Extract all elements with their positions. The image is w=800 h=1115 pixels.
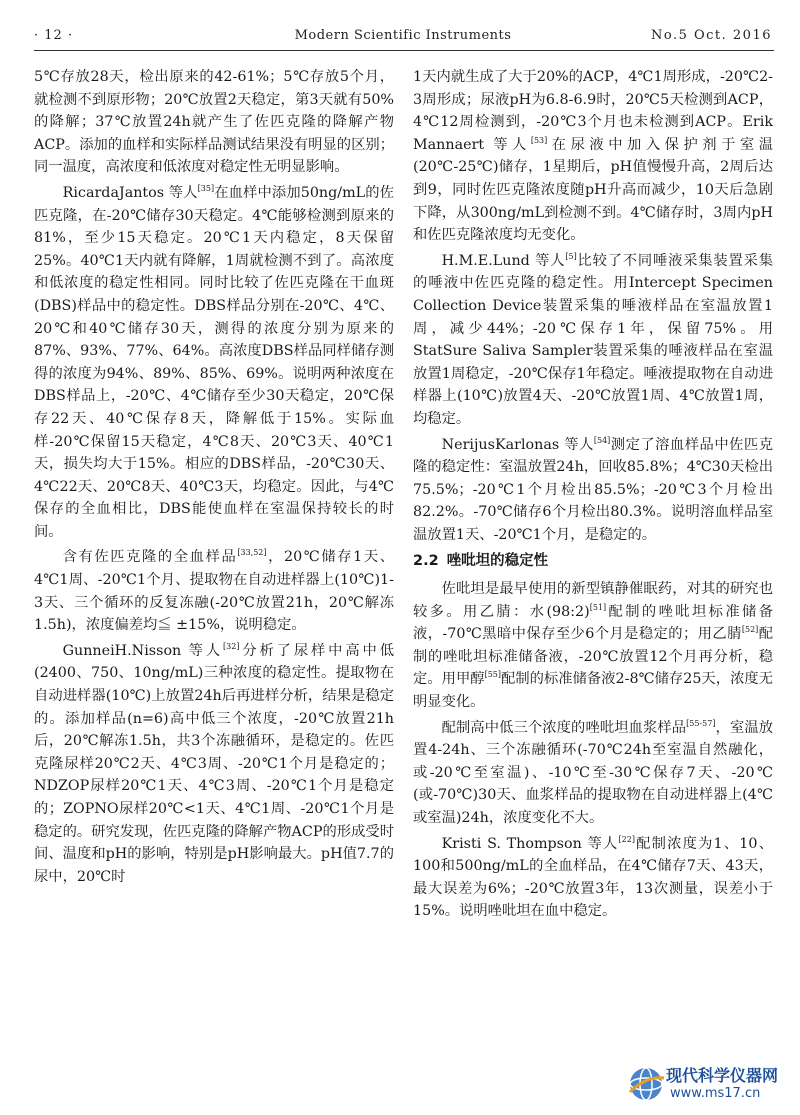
paragraph: 1天内就生成了大于20%的ACP，4℃1周形成，-20℃2-3周形成；尿液pH为6.8-6.9时，20℃5天检测到ACP，4℃12周检测到，-20℃3个月也未检测到ACP。Erik Mannaert 等人[53]在尿液中加入保护剂于室温(20℃-25℃)储存，1星期后，pH值慢慢升高，2周后达到9，同时佐匹克隆浓度随pH升高而减少，10天后急剧下降，从300ng/mL到检测不到。4℃储存时，3周内pH和佐匹克隆浓度均无变化。 [413, 69, 773, 244]
paragraph: H.M.E.Lund 等人[5]比较了不同唾液采集装置采集的唾液中佐匹克隆的稳定性。用Intercept Specimen Collection Device装置采集的唾液样品在室温放置1周，减少44%；-20℃保存1年，保留75%。用StatSure Saliva Sampler装置采集的唾液样品在室温放置1周稳定，-20℃保存1年稳定。唾液提取物在自动进样器上(10℃)放置4天、-20℃放置1周、4℃放置1周，均稳定。 [413, 251, 773, 427]
citation: [53] [530, 135, 548, 145]
paragraph: GunneiH.Nisson 等人[32]分析了尿样中高中低(2400、750、10ng/mL)三种浓度的稳定性。提取物在自动进样器(10℃)上放置24h后再进样分析，结果是稳定的。添加样品(n=6)高中低三个浓度，-20℃放置21h后，20℃解冻1.5h，共3个冻融循环，是稳定的。佐匹克隆尿样20℃2天、4℃3周、-20℃1个月是稳定的；NDZOP尿样20℃1天、4℃3周、-20℃1个月是稳定的；ZOPNO尿样20℃<1天、4℃1周、-20℃1个月是稳定的。研究发现，佐匹克隆的降解产物ACP的形成受时间、温度和pH的影响，特别是pH影响最大。pH值7.7的尿中，20℃时 [34, 641, 394, 885]
citation: [32] [223, 641, 240, 651]
paragraph: 5℃存放28天，检出原来的42-61%；5℃存放5个月，就检测不到原形物；20℃放置2天稳定，第3天就有50%的降解；37℃放置24h就产生了佐匹克隆的降解产物ACP。添加的血样和实际样品测试结果没有明显的区别；同一温度，高浓度和低浓度对稳定性无明显影响。 [34, 69, 394, 176]
issue-info: No.5 Oct. 2016 [650, 28, 772, 43]
paragraph: NerijusKarlonas 等人[54]测定了溶血样品中佐匹克隆的稳定性：室温放置24h，回收85.8%；4℃30天检出75.5%；-20℃1个月检出85.5%；-20℃3个月检出82.2%。-70℃储存6个月检出80.3%。说明溶血样品室温放置1天、-20℃1个月，是稳定的。 [413, 435, 774, 543]
citation: [33,52] [237, 548, 267, 558]
paragraph: Kristi S. Thompson 等人[22]配制浓度为1、10、100和500ng/mL的全血样品，在4℃储存7天、43天，最大误差为6%；-20℃放置3年，13次测量，误差小于15%。说明唑吡坦在血中稳定。 [413, 834, 773, 920]
citation: [52] [741, 625, 759, 635]
paragraph: RicardaJantos 等人[35]在血样中添加50ng/mL的佐匹克隆，在-20℃储存30天稳定。4℃能够检测到原来的81%，至少15天稳定。20℃1天内稳定，8天保留25%。40℃1天内就有降解，1周就检测不到了。高浓度和低浓度的稳定性相同。同时比较了佐匹克隆在干血斑(DBS)样品中的稳定性。DBS样品分别在-20℃、4℃、20℃和40℃储存30天，测得的浓度分别为原来的87%、93%、77%、64%。高浓度DBS样品同样储存测得的浓度为94%、89%、85%、69%。说明两种浓度在DBS样品上，-20℃、4℃储存至少30天稳定，20℃保存22天、40℃保存8天，降解低于15%。实际血样-20℃保留15天稳定，4℃8天、20℃3天、40℃1天，损失均大于15%。相应的DBS样品，-20℃30天、4℃22天、20℃8天、40℃3天，均稳定。因此，与4℃保存的全血相比，DBS能使血样在室温保持较长的时间。 [34, 183, 395, 540]
watermark-url: www.ms17.cn [670, 1086, 761, 1101]
paragraph: 佐吡坦是最早使用的新型镇静催眠药，对其的研究也较多。用乙腈：水(98:2)[51]配制的唑吡坦标准储备液，-70℃黑暗中保存至少6个月是稳定的；用乙腈[52]配制的唑吡坦标准储备液，-20℃放置12个月再分析，稳定。用甲醇[55]配制的标准储备液2-8℃储存25天，浓度无明显变化。 [413, 581, 773, 711]
right-column [413, 66, 773, 926]
citation: [51] [589, 602, 607, 612]
citation: [35] [197, 183, 215, 193]
left-column [34, 66, 394, 891]
citation: [22] [618, 834, 635, 844]
section-title: 唑吡坦的稳定性 [446, 553, 549, 570]
globe-icon [626, 1064, 666, 1104]
section-heading [413, 550, 773, 573]
page-number: · 12 · [34, 28, 74, 43]
watermark-logo [626, 1062, 779, 1106]
paragraph: 配制高中低三个浓度的唑吡坦血浆样品[55-57]，室温放置4-24h、三个冻融循环(-70℃24h至室温自然融化，或-20℃至室温)、-10℃至-30℃保存7天、-20℃(或-70℃)30天、血浆样品的提取物在自动进样器上(4℃或室温)24h，浓度变化不大。 [413, 718, 774, 826]
journal-title: Modern Scientific Instruments [294, 28, 512, 43]
watermark-name: 现代科学仪器网 [666, 1066, 779, 1085]
citation: [5] [565, 251, 577, 261]
citation: [54] [593, 435, 611, 445]
header-rule [34, 50, 774, 51]
paragraph: 含有佐匹克隆的全血样品[33,52]，20℃储存1天、4℃1周、-20℃1个月、提取物在自动进样器上(10℃)1-3天、三个循环的反复冻融(-20℃放置21h，20℃解冻1.5h)，浓度偏差均≦ ±15%，说明稳定。 [34, 548, 395, 634]
section-number: 2.2 [413, 553, 439, 570]
citation: [55] [484, 670, 501, 680]
running-header [34, 28, 772, 48]
citation: [55-57] [686, 718, 716, 728]
